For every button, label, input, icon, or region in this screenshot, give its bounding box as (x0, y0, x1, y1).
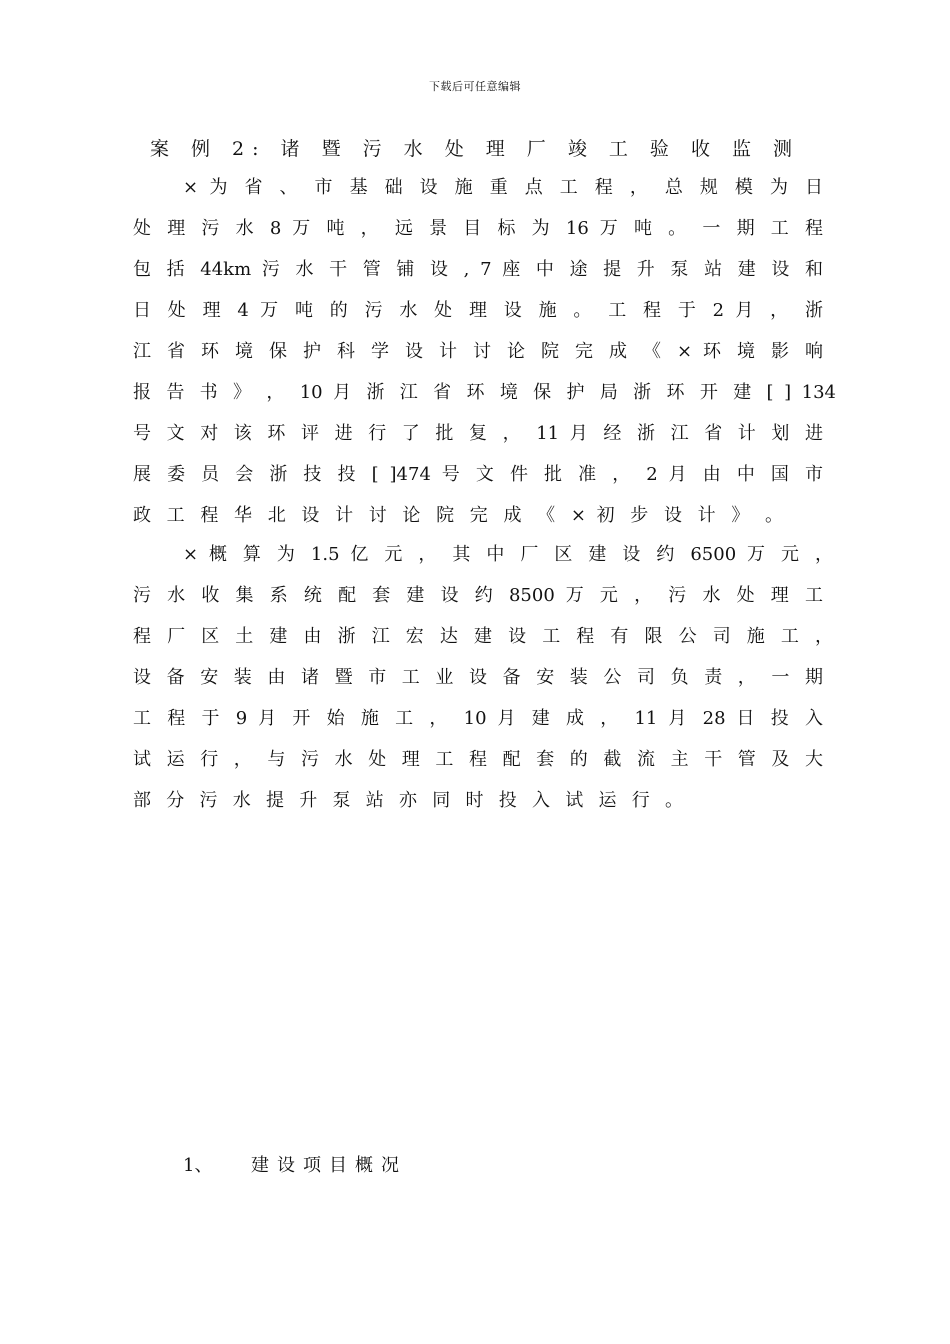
paragraph-line: 江 省 环 境 保 护 科 学 设 计 讨 论 院 完 成 《 × 环 境 影 响 (133, 341, 823, 362)
paragraph-line: 处 理 污 水 8 万 吨 ， 远 景 目 标 为 16 万 吨 。 一 期 工 程 (133, 218, 823, 239)
paragraph-line: 污 水 收 集 系 统 配 套 建 设 约 8500 万 元 ， 污 水 处 理 工 (133, 585, 823, 606)
paragraph-line: 号 文 对 该 环 评 进 行 了 批 复 ， 11 月 经 浙 江 省 计 划 进 (133, 423, 823, 444)
paragraph-line: 报 告 书 》 ， 10 月 浙 江 省 环 境 保 护 局 浙 环 开 建 [ ] 134 (133, 382, 836, 403)
section-label: 建设项目概况 (251, 1155, 407, 1176)
page-header-note: 下载后可任意编辑 (429, 80, 521, 93)
paragraph-line: 部 分 污 水 提 升 泵 站 亦 同 时 投 入 试 运 行 。 (133, 790, 683, 811)
paragraph-line: 程 厂 区 土 建 由 浙 江 宏 达 建 设 工 程 有 限 公 司 施 工 ， (133, 626, 833, 647)
paragraph-line: × 概 算 为 1.5 亿 元 ， 其 中 厂 区 建 设 约 6500 万 元 ， (183, 544, 833, 565)
paragraph-line: 设 备 安 装 由 诸 暨 市 工 业 设 备 安 装 公 司 负 责 ， 一 期 (133, 667, 823, 688)
paragraph-line: 工 程 于 9 月 开 始 施 工 ， 10 月 建 成 ， 11 月 28 日 投 入 (133, 708, 823, 729)
paragraph-line: 政 工 程 华 北 设 计 讨 论 院 完 成 《 × 初 步 设 计 》 。 (133, 505, 783, 526)
section-heading (183, 1152, 583, 1180)
section-number: 1、 (183, 1155, 213, 1176)
paragraph-line: × 为 省 、 市 基 础 设 施 重 点 工 程 ， 总 规 模 为 日 (183, 177, 823, 198)
paragraph-line: 包 括 44km 污 水 干 管 铺 设 , 7 座 中 途 提 升 泵 站 建 设 和 (133, 259, 823, 280)
paragraph-line: 试 运 行 ， 与 污 水 处 理 工 程 配 套 的 截 流 主 干 管 及 大 (133, 749, 823, 770)
document-title: 案 例 2: 诸 暨 污 水 处 理 厂 竣 工 验 收 监 测 (149, 138, 801, 160)
paragraph-line: 展 委 员 会 浙 技 投 [ ]474 号 文 件 批 准 ， 2 月 由 中 国 市 (133, 464, 823, 485)
paragraph-line: 日 处 理 4 万 吨 的 污 水 处 理 设 施 。 工 程 于 2 月 ， 浙 (133, 300, 823, 321)
